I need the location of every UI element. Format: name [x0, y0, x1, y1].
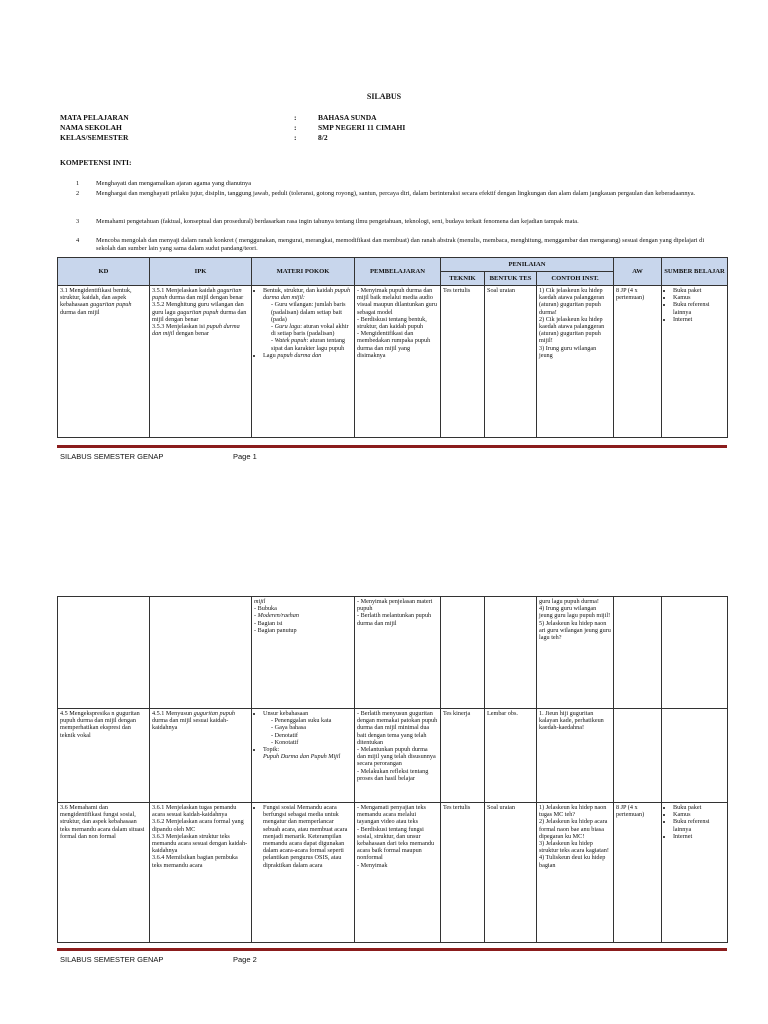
materi-cell: • Unsur kebahasaan - Penenggalan suku kata - Gaya bahasa - Denotatif - Konotatif • Topik: Pupuh Durma dan Pupuh Mijil	[252, 709, 355, 803]
ki-title: KOMPETENSI INTI:	[60, 158, 132, 167]
kd-cell: 4.5 Mengekspresika n guguritan pupuh durma dan mijil dengan memperhatikan ekspresi dan teknik vokal	[58, 709, 150, 803]
sumber-cell: • Buku paket • Kamus • Buku referensi lainnya • Internet	[662, 286, 728, 438]
footer-text: SILABUS SEMESTER GENAP	[60, 955, 164, 964]
materi-cell: • Fungsi sosial Memandu acara berfungsi sebagai media untuk mengatur dan memperlancar sebuah acara, atau membuat acara menjadi menarik. Keterampilan memandu acara dapat digunakan dalam acara-acara formal seperti pelantikan pengurus OSIS, atau dipraktikan dalam acara	[252, 803, 355, 943]
ipk-item: 3.5.1 Menjelaskan kaidah guguritan pupuh durma dan mijil dengan benar	[152, 287, 244, 302]
table-row	[58, 286, 728, 438]
footer-divider	[57, 948, 727, 951]
page-number: Page 2	[233, 955, 257, 964]
ipk-item: 3.5.3 Menjelaskan isi pupuh durma dan mijil dengan benar	[152, 323, 240, 338]
pembelajaran-cell: - Menyimak pupuh durma dan mijil baik melalui media audio visual maupun dilantunkan guru sebagai model - Berdiskusi tentang bentuk, struktur, dan kaidah pupuh - Mengidentifikasi dan membedakan rumpaka pupuh durma dan mijil yang disimaknya	[355, 286, 441, 438]
materi-item: • Lagu pupuh durma dan	[263, 352, 352, 359]
col-pembelajaran: PEMBELAJARAN	[355, 258, 441, 286]
footer-divider	[57, 445, 727, 448]
col-kd: KD	[58, 258, 150, 286]
pembelajaran-cell: - Menyimak penjelasan materi pupuh - Berlatih melantunkan pupuh durma dan mijil	[355, 597, 441, 709]
ipk-cell	[150, 286, 252, 438]
ipk-cell: 3.6.1 Menjelaskan tugas pemandu acara sesuai kaidah-kaidahnya 3.6.2 Menjelaskan acara formal yang dipandu oleh MC 3.6.3 Menjelaskan struktur teks memandu acara sesuai dengan kaidah-kaidahnya 3.6.4 Memilsikan bagian pembuka teks memandu acara	[150, 803, 252, 943]
teknik-cell: Tes tertulis	[441, 286, 485, 438]
page-2	[0, 568, 768, 1024]
aw-cell: 8 JP (4 x pertemuan)	[614, 803, 662, 943]
col-contoh: CONTOH INST.	[537, 272, 614, 286]
col-teknik: TEKNIK	[441, 272, 485, 286]
bentuk-cell: Soal uraian	[485, 803, 537, 943]
ipk-cell: 4.5.1 Menyusun guguritan pupuh durma dan mijil sesuai kaidah-kaidahnya	[150, 709, 252, 803]
teknik-cell: Tes tertulis	[441, 803, 485, 943]
contoh-cell: 1) Cik jelaskeun ku hidep kaedah atawa palanggeran (aturan) guguritan pupuh durma! 2) Cik jelaskeun ku hidep kaedah atawa palanggeran (aturan) guguritan pupuh mijil! 3) Irung guru wilangan jeung	[537, 286, 614, 438]
contoh-cell: 1. Jieun hiji guguritan kalayan kade, perhatikeun kaedah-kaedahna!	[537, 709, 614, 803]
materi-cell	[252, 286, 355, 438]
syllabus-table-page-2	[57, 596, 728, 943]
teknik-cell: Tes kinerja	[441, 709, 485, 803]
col-penilaian: PENILAIAN	[441, 258, 614, 272]
footer-text: SILABUS SEMESTER GENAP	[60, 452, 164, 461]
page-1: SILABUS MATA PELAJARAN : BAHASA SUNDA NAMA SEKOLAH : SMP NEGERI 11 CIMAHI KELAS/SEMESTER : 8/2 KOMPETENSI INTI: 1 Menghayati dan mengamalkan ajaran agama yang dianutnya 2 Menghargai dan menghayati prilaku jujur, disiplin, tanggung jawab, peduli (toleransi, gotong royong), santun, percaya diri, dalam berinteraksi secara efektif dengan lingkungan dan alam dalam jangkauan pergaulan dan keberadaannya. 3 Memahami pengetahuan (faktual, konseptual dan prosedural) berdasarkan rasa ingin tahunya tentang ilmu pengetahuan, teknologi, seni, budaya terkait fenomena dan kejadian tampak mata. 4 Mencoba mengolah dan menyaji dalam ranah konkret ( menggunakan, mengurai, merangkai, memodifikasi dan membuat) dan ranah abstrak (menulis, membaca, menghitung, menggambar dan mengarang) sesuai dengan yang dipelajari di sekolah dan sumber lain yang sama dalam sudut pandang/teori. KD IPK MATERI POKOK PEMBELAJARAN PENILAIAN AW SUMBER BELAJAR TEKNIK BENTUK TES CONTOH INST. 3.1 Mengidentifikasi bentuk, struktur, kaidah, dan aspek kebahasaan guguritan pupuh durma dan mijil 3.5.1 Menjelaskan kaidah guguritan pupuh durma dan mijil dengan benar 3.5.2 Menghitung guru wilangan dan guru lagu guguritan pupuh durma dan mijil dengan benar 3.5.3 Menjelaskan isi pupuh durma dan mijil dengan benar • Bentuk, struktur, dan kaidah pupuh durma dan mijil: - Guru wilangan: jumlah baris (padalisan) dalam setiap bait (pada) - Guru lagu: aturan vokal akhir di setiap baris (padalisan) - Watek pupuh: aturan tentang sipat dan karakter lagu pupuh • Lagu pupuh durma dan - Menyimak pupuh durma dan mijil baik melalui media audio visual maupun dilantunkan guru sebagai model - Berdiskusi tentang bentuk, struktur, dan kaidah pupuh - Mengidentifikasi dan membedakan rumpaka pupuh durma dan mijil yang disimaknya Tes tertulis Soal uraian 1) Cik jelaskeun ku hidep kaedah atawa palanggeran (aturan) guguritan pupuh durma! 2) Cik jelaskeun ku hidep kaedah atawa palanggeran (aturan) guguritan pupuh mijil! 3) Irung guru wilangan jeung 8 JP (4 x pertemuan) • Buku paket • Kamus • Buku referensi lainnya • Internet SILABUS SEMESTER GENAP Page 1	[0, 0, 768, 480]
materi-item: • Bentuk, struktur, dan kaidah pupuh durma dan mijil: - Guru wilangan: jumlah baris (padalisan) dalam setiap bait (pada) - Guru lagu: aturan vokal akhir di setiap baris (padalisan) - Watek pupuh: aturan tentang sipat dan karakter lagu pupuh	[263, 287, 352, 352]
contoh-cell: guru lagu pupuh durma! 4) Irung guru wilangan jeung guru lagu pupuh mijil! 5) Jelaskeun ku hidep naon ari guru wilangan jeung guru lagu teh?	[537, 597, 614, 709]
table-row	[58, 803, 728, 943]
table-row	[58, 709, 728, 803]
sumber-cell: • Buku paket • Kamus • Buku referensi lainnya • Internet	[662, 803, 728, 943]
col-ipk: IPK	[150, 258, 252, 286]
page-gap	[0, 480, 768, 568]
page-title: SILABUS	[366, 92, 402, 101]
table-row	[58, 597, 728, 709]
ipk-item: 3.5.2 Menghitung guru wilangan dan guru lagu guguritan pupuh durma dan mijil dengan benar	[152, 301, 247, 323]
pembelajaran-cell: - Mengamati penyajian teks memandu acara melalui tayangan video atau teks - Berdiskusi tentang fungsi sosial, struktur, dan unsur kebahasaan dari teks memandu acara baik formal maupun nonformal - Menyimak	[355, 803, 441, 943]
pembelajaran-cell: - Berlatih menyusun guguritan dengan memakai patokan pupuh durma dan mijil minimal dua bait dengan tema yang telah ditentukan - Melantunkan pupuh durma dan mijil yang telah disusunnya secara perorangan - Melakukan refleksi tentang proses dan hasil belajar	[355, 709, 441, 803]
contoh-cell: 1) Jelaskeun ku hidep naon tugas MC teh? 2) Jelaskeun ku hidep acara formal naon bae anu biasa dipegaran ku MC! 3) Jelaskeun ku hidep struktur teks acara kagiatan! 4) Tuliskeun deui ku hidep bagian	[537, 803, 614, 943]
kd-cell: 3.1 Mengidentifikasi bentuk, struktur, kaidah, dan aspek kebahasaan guguritan pupuh durma dan mijil	[58, 286, 150, 438]
col-bentuk: BENTUK TES	[485, 272, 537, 286]
materi-cell: mijil - Bubuka - Moderen/raehan - Bagian isi - Bagian panutup	[252, 597, 355, 709]
col-sumber: SUMBER BELAJAR	[662, 258, 728, 286]
page-number: Page 1	[233, 452, 257, 461]
col-aw: AW	[614, 258, 662, 286]
syllabus-table-page-1	[57, 257, 728, 438]
col-materi: MATERI POKOK	[252, 258, 355, 286]
bentuk-cell: Lembar obs.	[485, 709, 537, 803]
aw-cell: 8 JP (4 x pertemuan)	[614, 286, 662, 438]
kd-cell: 3.6 Memahami dan mengidentifikasi fungsi sosial, struktur, dan aspek kebahasaan teks memandu acara dalam situasi formal dan non formal	[58, 803, 150, 943]
bentuk-cell: Soal uraian	[485, 286, 537, 438]
